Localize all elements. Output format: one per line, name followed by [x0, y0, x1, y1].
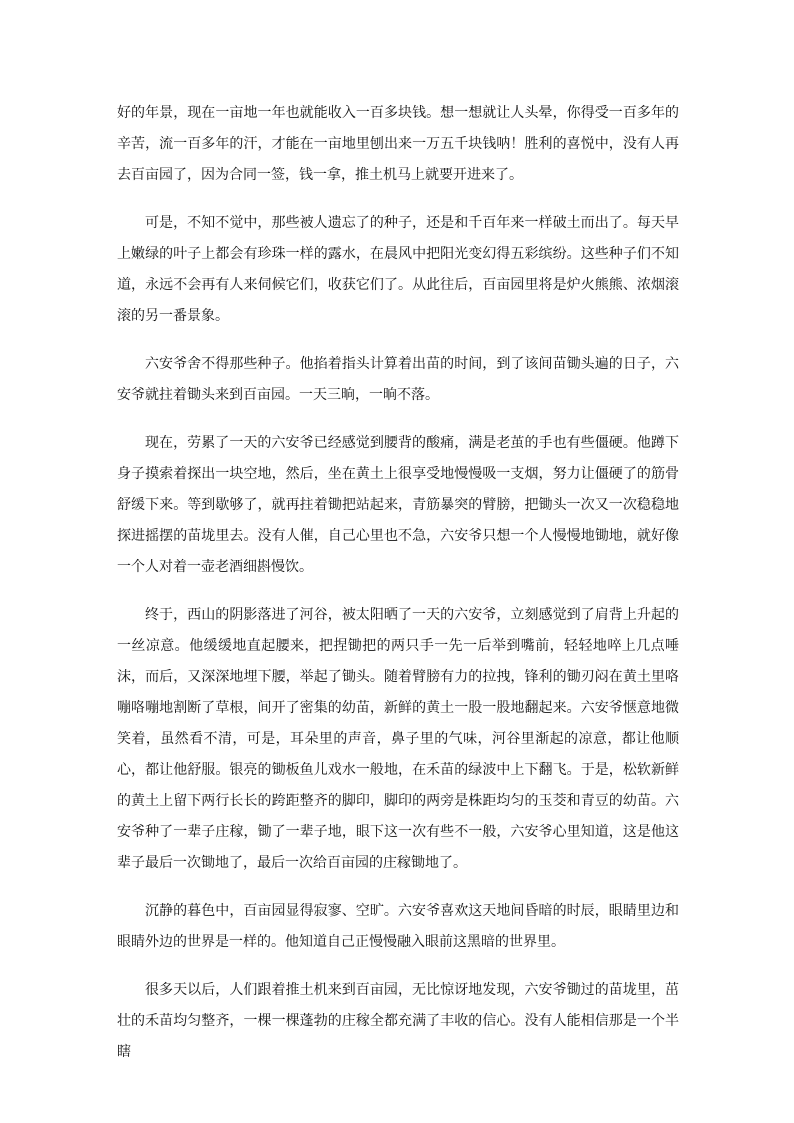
paragraph-3: 六安爷舍不得那些种子。他掐着指头计算着出苗的时间，到了该间苗锄头遍的日子，六安爷就拄着锄头来到百亩园。一天三晌，一晌不落。	[117, 356, 679, 403]
paragraph-4: 现在，劳累了一天的六安爷已经感觉到腰背的酸痛，满是老茧的手也有些僵硬。他蹲下身子摸索着探出一块空地，然后，坐在黄土上很享受地慢慢吸一支烟，努力让僵硬了的筋骨舒缓下来。等到歇够了，就再拄着锄把站起来，青筋暴突的臂膀，把锄头一次又一次稳稳地探进摇摆的苗垅里去。没有人催，自己心里也不急，六安爷只想一个人慢慢地锄地，就好像一个人对着一壶老酒细斟慢饮。	[117, 435, 679, 575]
document-body	[117, 98, 679, 1085]
paragraph-5: 终于，西山的阴影落进了河谷，被太阳晒了一天的六安爷，立刻感觉到了肩背上升起的一丝凉意。他缓缓地直起腰来，把捏锄把的两只手一先一后举到嘴前，轻轻地啐上几点唾沫，而后，又深深地埋下腰，举起了锄头。随着臂膀有力的拉拽，锋利的锄刃闷在黄土里咯嘣咯嘣地割断了草根，间开了密集的幼苗，新鲜的黄土一股一股地翻起来。六安爷惬意地微笑着，虽然看不清，可是，耳朵里的声音，鼻子里的气味，河谷里渐起的凉意，都让他顺心，都让他舒服。银亮的锄板鱼儿戏水一般地，在禾苗的绿波中上下翻飞。于是，松软新鲜的黄土上留下两行长长的跨距整齐的脚印，脚印的两旁是株距均匀的玉茭和青豆的幼苗。六安爷种了一辈子庄稼，锄了一辈子地，眼下这一次有些不一般，六安爷心里知道，这是他这辈子最后一次锄地了，最后一次给百亩园的庄稼锄地了。	[117, 607, 679, 871]
paragraph-1: 好的年景，现在一亩地一年也就能收入一百多块钱。想一想就让人头晕，你得受一百多年的辛苦，流一百多年的汗，才能在一亩地里刨出来一万五千块钱呐！胜利的喜悦中，没有人再去百亩园了，因为合同一签，钱一拿，推土机马上就要开进来了。	[117, 105, 679, 183]
paragraph-7: 很多天以后，人们跟着推土机来到百亩园，无比惊讶地发现，六安爷锄过的苗垅里，茁壮的禾苗均匀整齐，一棵一棵蓬勃的庄稼全都充满了丰收的信心。没有人能相信那是一个半瞎	[117, 982, 679, 1060]
paragraph-6: 沉静的暮色中，百亩园显得寂寥、空旷。六安爷喜欢这天地间昏暗的时辰，眼睛里边和眼睛外边的世界是一样的。他知道自己正慢慢融入眼前这黑暗的世界里。	[117, 903, 679, 950]
paragraph-2: 可是，不知不觉中，那些被人遗忘了的种子，还是和千百年来一样破土而出了。每天早上嫩绿的叶子上都会有珍珠一样的露水，在晨风中把阳光变幻得五彩缤纷。这些种子们不知道，永远不会再有人来伺候它们，收获它们了。从此往后，百亩园里将是炉火熊熊、浓烟滚滚的另一番景象。	[117, 215, 679, 324]
